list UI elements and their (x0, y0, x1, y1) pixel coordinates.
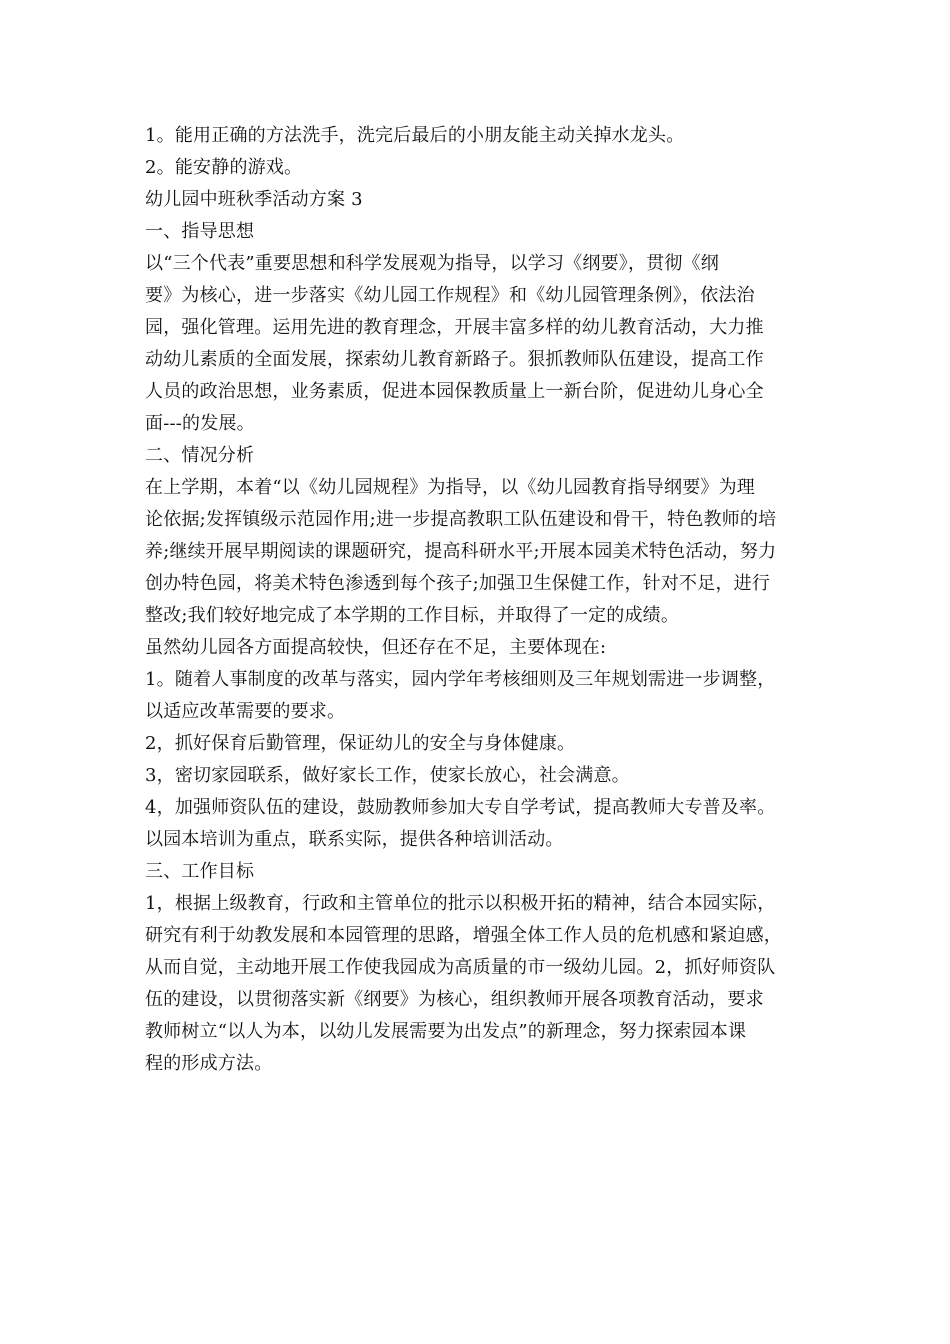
paragraph-line: 虽然幼儿园各方面提高较快，但还存在不足，主要体现在: (145, 637, 607, 658)
list-item: 以适应改革需要的要求。 (145, 701, 346, 722)
paragraph-line: 程的形成方法。 (145, 1053, 273, 1074)
paragraph-line: 论依据;发挥镇级示范园作用;进一步提高教职工队伍建设和骨干，特色教师的培 (145, 509, 777, 530)
list-item: 1，根据上级教育，行政和主管单位的批示以积极开拓的精神，结合本园实际， (145, 893, 776, 914)
list-item: 1。能用正确的方法洗手，洗完后最后的小朋友能主动关掉水龙头。 (145, 125, 685, 146)
list-item: 2。能安静的游戏。 (145, 157, 303, 178)
paragraph-line: 伍的建设，以贯彻落实新《纲要》为核心，组织教师开展各项教育活动，要求 (145, 989, 764, 1010)
paragraph-line: 教师树立“以人为本，以幼儿发展需要为出发点”的新理念，努力探索园本课 (145, 1021, 747, 1042)
paragraph-line: 动幼儿素质的全面发展，探索幼儿教育新路子。狠抓教师队伍建设，提高工作 (145, 349, 764, 370)
list-item: 2，抓好保育后勤管理，保证幼儿的安全与身体健康。 (145, 733, 576, 754)
list-item: 4，加强师资队伍的建设，鼓励教师参加大专自学考试，提高教师大专普及率。 (145, 797, 776, 818)
paragraph-line: 以“三个代表”重要思想和科学发展观为指导，以学习《纲要》，贯彻《纲 (145, 253, 720, 274)
paragraph-line: 创办特色园，将美术特色渗透到每个孩子;加强卫生保健工作，针对不足，进行 (145, 573, 771, 594)
list-item: 1。随着人事制度的改革与落实，园内学年考核细则及三年规划需进一步调整， (145, 669, 776, 690)
paragraph-line: 人员的政治思想，业务素质，促进本园保教质量上一新台阶，促进幼儿身心全 (145, 381, 764, 402)
paragraph-line: 园，强化管理。运用先进的教育理念，开展丰富多样的幼儿教育活动，大力推 (145, 317, 764, 338)
section-heading: 二、情况分析 (145, 445, 255, 466)
document-body (145, 120, 825, 1080)
paragraph-line: 面---的发展。 (145, 413, 255, 434)
paragraph-line: 整改;我们较好地完成了本学期的工作目标，并取得了一定的成绩。 (145, 605, 680, 626)
document-title: 幼儿园中班秋季活动方案 3 (145, 189, 363, 210)
paragraph-line: 从而自觉，主动地开展工作使我园成为高质量的市一级幼儿园。2，抓好师资队 (145, 957, 776, 978)
paragraph-line: 要》为核心，进一步落实《幼儿园工作规程》和《幼儿园管理条例》，依法治 (145, 285, 755, 306)
section-heading: 一、指导思想 (145, 221, 255, 242)
paragraph-line: 在上学期，本着“以《幼儿园规程》为指导，以《幼儿园教育指导纲要》为理 (145, 477, 755, 498)
paragraph-line: 以园本培训为重点，联系实际，提供各种培训活动。 (145, 829, 564, 850)
paragraph-line: 研究有利于幼教发展和本园管理的思路，增强全体工作人员的危机感和紧迫感， (145, 925, 782, 946)
list-item: 3，密切家园联系，做好家长工作，使家长放心，社会满意。 (145, 765, 630, 786)
section-heading: 三、工作目标 (145, 861, 255, 882)
paragraph-line: 养;继续开展早期阅读的课题研究，提高科研水平;开展本园美术特色活动，努力 (145, 541, 777, 562)
